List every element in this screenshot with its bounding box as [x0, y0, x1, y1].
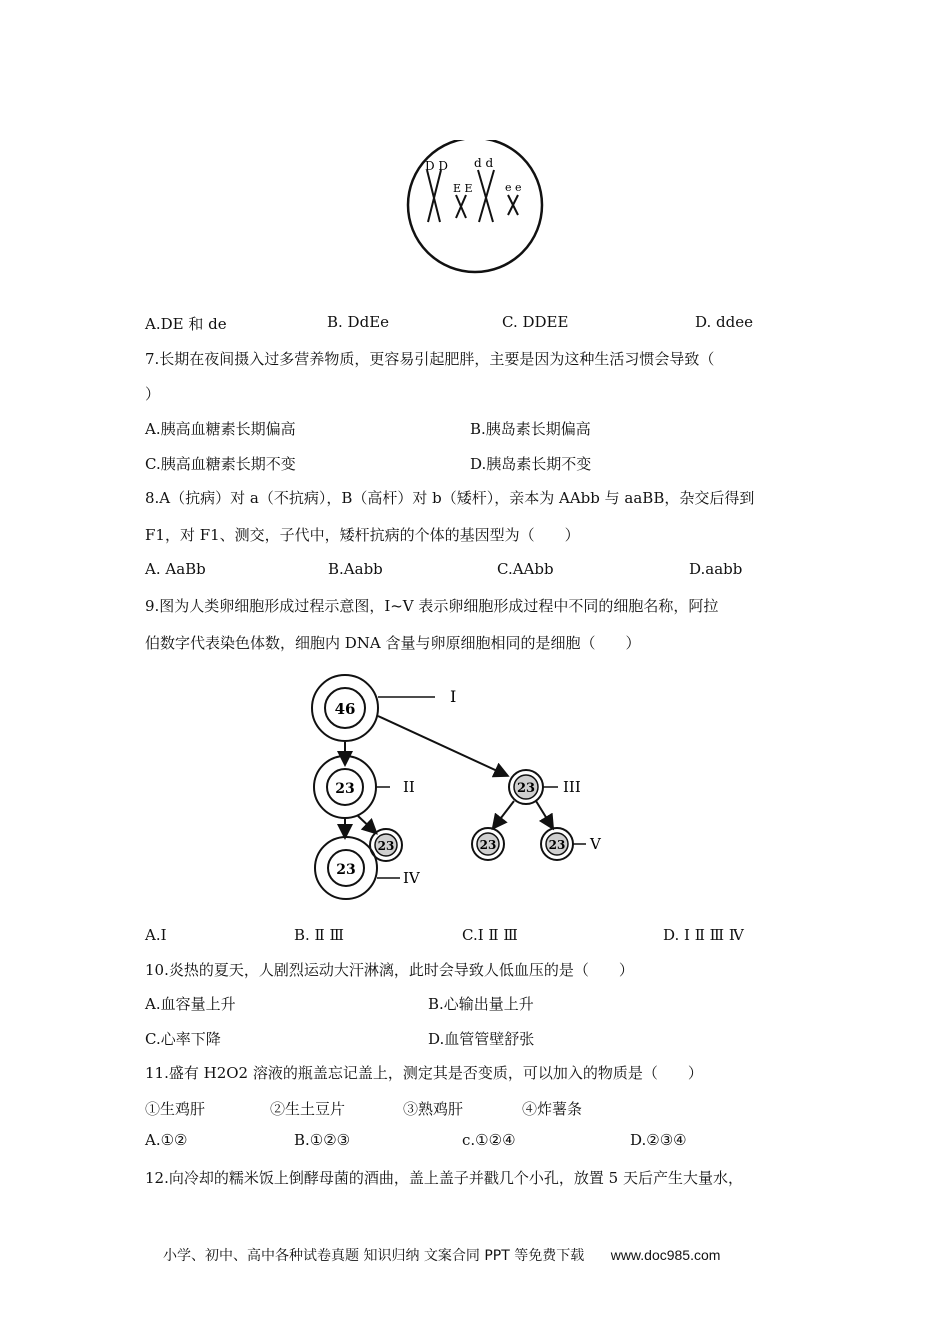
chromosome-count-23-pb2: 23	[479, 838, 497, 852]
q11-option-d: D.②③④	[630, 1131, 687, 1149]
q9-option-a: A.Ⅰ	[145, 926, 167, 944]
q10-option-b: B.心输出量上升	[428, 995, 534, 1013]
cell-IV	[315, 837, 377, 899]
q8-option-c: C.AAbb	[497, 560, 554, 578]
cell-II	[314, 756, 376, 818]
chromosome-e	[508, 195, 518, 215]
label-IV: IV	[403, 869, 420, 887]
q12-stem: 12.向冷却的糯米饭上倒酵母菌的酒曲，盖上盖子并戳几个小孔，放置 5 天后产生大量水，	[145, 1169, 743, 1187]
q6-option-c: C. DDEE	[502, 313, 569, 331]
q7-stem-line2: ）	[145, 385, 161, 403]
q11-option-b: B.①②③	[294, 1131, 351, 1149]
q8-option-a: A. AaBb	[145, 560, 206, 578]
chromosome-count-23-III: 23	[516, 781, 536, 796]
chromosome-D	[427, 170, 441, 222]
q6-option-d: D. ddee	[695, 313, 753, 331]
q9-option-b: B. Ⅱ Ⅲ	[294, 926, 344, 944]
q7-stem-line1: 7.长期在夜间摄入过多营养物质，更容易引起肥胖，主要是因为这种生活习惯会导致（	[145, 350, 715, 368]
cell-I	[312, 675, 378, 741]
q11-item-4: ④炸薯条	[522, 1100, 583, 1118]
q9-stem-line2: 伯数字代表染色体数，细胞内 DNA 含量与卵原细胞相同的是细胞（ ）	[145, 634, 641, 652]
chromosome-count-46: 46	[334, 700, 356, 718]
q11-stem: 11.盛有 H2O2 溶液的瓶盖忘记盖上，测定其是否变质，可以加入的物质是（ ）	[145, 1064, 703, 1082]
label-DD: D D	[425, 159, 449, 173]
page-footer	[163, 1245, 720, 1265]
q10-option-a: A.血容量上升	[145, 995, 236, 1013]
polar-body-2	[472, 828, 504, 860]
chromosome-d	[478, 170, 494, 222]
q10-option-c: C.心率下降	[145, 1030, 221, 1048]
q9-option-c: C.Ⅰ Ⅱ Ⅲ	[462, 926, 518, 944]
chromosome-count-23-pb3: 23	[548, 838, 566, 852]
q8-option-d: D.aabb	[689, 560, 743, 578]
q7-option-d: D.胰岛素长期不变	[470, 455, 592, 473]
footer-url[interactable]: www.doc985.com	[610, 1247, 721, 1263]
q7-option-c: C.胰高血糖素长期不变	[145, 455, 296, 473]
q9-option-d: D. Ⅰ Ⅱ Ⅲ Ⅳ	[663, 926, 744, 944]
q11-item-1: ①生鸡肝	[145, 1100, 206, 1118]
label-III: III	[563, 778, 581, 796]
chromosome-count-23-pb1: 23	[377, 839, 395, 853]
q11-option-a: A.①②	[145, 1131, 188, 1149]
footer-text: 小学、初中、高中各种试卷真题 知识归纳 文案合同 PPT 等免费下载	[163, 1248, 585, 1264]
q11-item-3: ③熟鸡肝	[403, 1100, 464, 1118]
label-EE: E E	[453, 182, 473, 195]
chromosome-cell-figure	[400, 140, 550, 275]
chromosome-count-23-II: 23	[335, 781, 355, 797]
label-dd: d d	[474, 156, 494, 170]
q9-stem-line1: 9.图为人类卵细胞形成过程示意图，Ⅰ~Ⅴ 表示卵细胞形成过程中不同的细胞名称，阿拉	[145, 597, 719, 615]
q7-option-b: B.胰岛素长期偏高	[470, 420, 591, 438]
label-I: I	[450, 687, 457, 706]
polar-body-3	[541, 828, 573, 860]
cell-III	[509, 770, 543, 804]
label-V: V	[590, 835, 601, 853]
oogenesis-diagram	[300, 670, 620, 900]
q8-stem-line1: 8.A（抗病）对 a（不抗病），B（高杆）对 b（矮杆），亲本为 AAbb 与 aaBB，杂交后得到	[145, 489, 755, 507]
q8-option-b: B.Aabb	[328, 560, 383, 578]
q11-item-2: ②生土豆片	[270, 1100, 346, 1118]
q6-option-a: A.DE 和 de	[145, 315, 227, 333]
q10-stem: 10.炎热的夏天，人剧烈运动大汗淋漓，此时会导致人低血压的是（ ）	[145, 961, 634, 979]
q7-option-a: A.胰高血糖素长期偏高	[145, 420, 296, 438]
chromosome-count-23-IV: 23	[336, 862, 356, 878]
chromosome-E	[456, 195, 466, 218]
q11-option-c: c.①②④	[462, 1131, 516, 1149]
label-II: II	[403, 778, 415, 796]
q8-stem-line2: F1，对 F1、测交，子代中，矮杆抗病的个体的基因型为（ ）	[145, 526, 580, 544]
q10-option-d: D.血管管壁舒张	[428, 1030, 535, 1048]
q6-option-b: B. DdEe	[327, 313, 390, 331]
label-ee: e e	[505, 181, 522, 194]
